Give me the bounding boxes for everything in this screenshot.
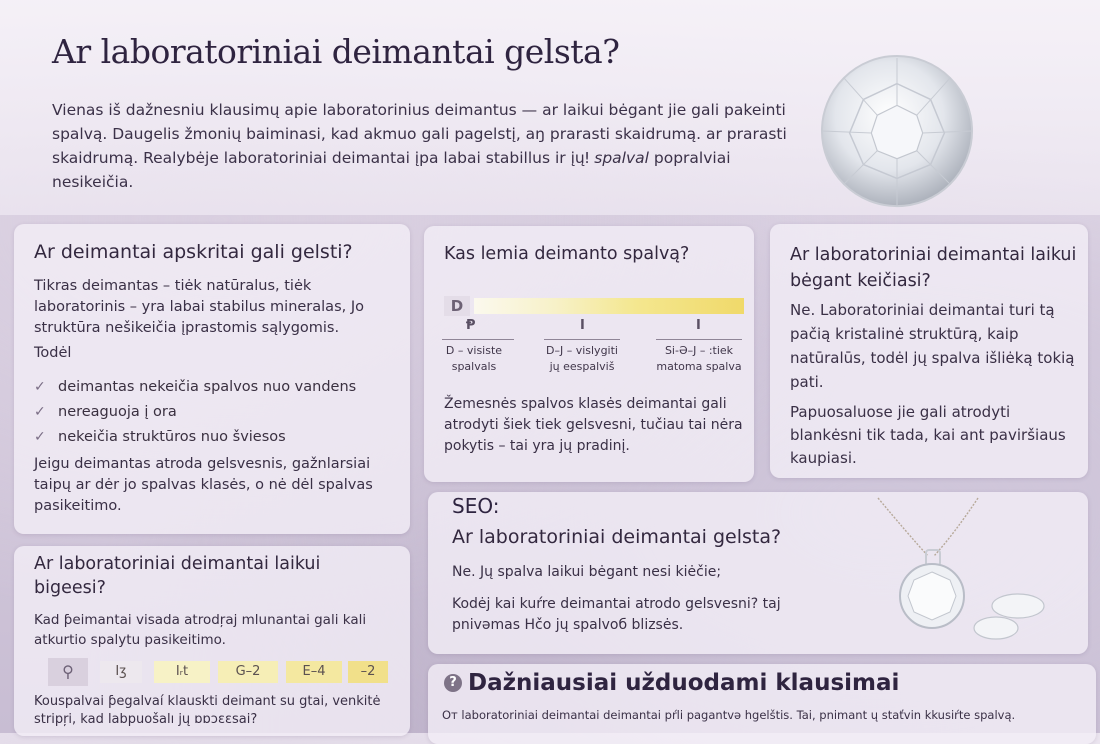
check-list-item	[34, 400, 356, 425]
question-icon: ?	[444, 674, 462, 692]
scale-label-line: spalvals	[451, 360, 497, 373]
card-paragraph: Žemesnės spalvos klasės deimantai gali atrodyti šiek tiek gelsvesni, tučiau tai nėra pokytis – tai yra jų pradinį.	[444, 396, 743, 454]
grade-cell: –2	[348, 661, 388, 683]
card-lab-diamonds-over-time	[14, 546, 410, 736]
card-paragraph: Papuosaluose jie gali atrodyti blankėsni tik tada, kai ant paviršiaus kaupiasi.	[790, 403, 1066, 467]
pendant-image	[868, 494, 1078, 644]
card-paragraph: Jeigu deimantas atroda gelsvesnis, gažnlarsiai taipų ar dėr jo spalvas klasės, o nė dėl spalvas pasikeitimo.	[34, 456, 373, 514]
check-list-text: deimantas nekeičia spalvos nuo vandens	[58, 379, 357, 395]
scale-label	[426, 343, 522, 375]
intro-main-text: Vienas iš dažnesniu klausimų apie laboratorinius deimantus — ar laikui bėgant jie gali pakeinti spalvą. Daugelis žmonių baiminasi, kad akmuo gali pagelstį, aŋ prarasti skaidrumą. ar prarasti skaidrumą. Realybėje laboratoriniai deimantai įpa labai stabillus ir įųǃ	[52, 101, 787, 167]
card-paragraph: Kad ƥeimantai visada atrodŗaj mlunantai gali kali atkurtio spalytu pasikeitimo.	[34, 612, 367, 648]
check-icon: ✓	[34, 404, 46, 420]
grade-cell: G–2	[218, 661, 278, 683]
card-heading: Ar laboratoriniai deimantai laikui bigeesi?	[34, 554, 321, 598]
faq-text: Oт laboratoriniai deimantai deimantai pŕli pagantvə hgelštis. Tai, pnimant ų staťvin kkusiŕte spalvą.	[442, 708, 1016, 722]
card-heading: Ar laboratoriniai deimantai gelsta?	[452, 526, 782, 548]
hero-header	[0, 0, 1100, 215]
card-heading: Kas lemia deimanto spalvą?	[444, 244, 690, 264]
seo-label: SEO:	[452, 494, 500, 518]
card-faq	[428, 664, 1096, 744]
scale-divider	[544, 339, 620, 340]
check-list-text: nekeičia struktūros nuo šviesos	[58, 429, 286, 445]
color-scale-start: D	[444, 296, 470, 316]
check-list-item	[34, 425, 356, 450]
card-paragraph: Ne. Jų spalva laikui bėgant nesi kiėčie;	[452, 564, 722, 580]
intro-paragraph	[52, 98, 812, 194]
intro-italic-text: spalval	[594, 149, 649, 167]
page-title: Ar laboratoriniai deimantai gelsta?	[52, 32, 620, 71]
location-pin-icon: ⚲	[48, 658, 88, 686]
scale-label-line: D–J – vislygiti	[546, 344, 618, 357]
grade-cell: Iʒ	[100, 661, 142, 683]
check-list-item	[34, 375, 356, 400]
card-paragraph: Kodėj kai kuŕre deimantai atrodo gelsvesni? taj pnivəmas Hčo jų spalvoб blizsės.	[452, 596, 781, 633]
scale-label	[534, 343, 630, 375]
check-icon: ✓	[34, 429, 46, 445]
card-seo-summary	[428, 492, 1088, 654]
scale-divider	[442, 339, 514, 340]
card-paragraph: Ne. Laboratoriniai deimantai turi tą pačią kristalinė struktūrą, kaip natūralūs, todėl jų spalva išliėką tokią pati.	[790, 301, 1075, 391]
scale-marker: I	[696, 318, 701, 333]
scale-label-line: jų eespalviš	[549, 360, 615, 373]
scale-label-line: D – visiste	[445, 344, 503, 357]
faq-heading: Dažniausiai užduodami klausimai	[468, 670, 900, 696]
card-heading: Ar deimantai apskritai gali gelsti?	[34, 241, 353, 263]
scale-divider	[656, 339, 742, 340]
grade-strip	[48, 658, 388, 686]
grade-cell: Iᵣt	[154, 661, 210, 683]
scale-label	[651, 343, 747, 375]
scale-marker: Ᵽ	[466, 318, 476, 333]
intro-end-text: popralviai nesikeičia.	[52, 149, 731, 191]
scale-label-line: Si-Ə–J – :tiek	[664, 344, 734, 357]
color-gradient-bar	[474, 298, 744, 314]
card-lab-diamonds-change	[770, 224, 1088, 478]
card-paragraph: Tikras deimantas – tiėk natūralus, tiėk laboratorinis – yra labai stabilus mineralas, Jo struktūra nešikeičia įprastomis sąlygomis.	[34, 278, 364, 336]
check-icon: ✓	[34, 379, 46, 395]
card-paragraph: Todėl	[34, 345, 72, 361]
scale-label-line: matoma spalva	[656, 360, 742, 373]
card-can-diamonds-yellow	[14, 224, 410, 534]
color-scale	[444, 296, 744, 316]
card-heading: Ar laboratoriniai deimantai laikui bėgant keičiasi?	[790, 245, 1077, 291]
card-paragraph: Kouspalvai ƥegalvaí klauskti deimant su gtai, venkitė stripŗi, kad labpuošalı jų ɒɒɔɛɛsai?	[34, 694, 381, 727]
scale-marker: I	[580, 318, 585, 333]
diamond-image	[818, 54, 976, 212]
check-list-text: nereaguoja į ora	[58, 404, 177, 420]
check-list	[34, 375, 356, 450]
grade-cell: E–4	[286, 661, 342, 683]
card-color-determinants	[424, 226, 754, 482]
